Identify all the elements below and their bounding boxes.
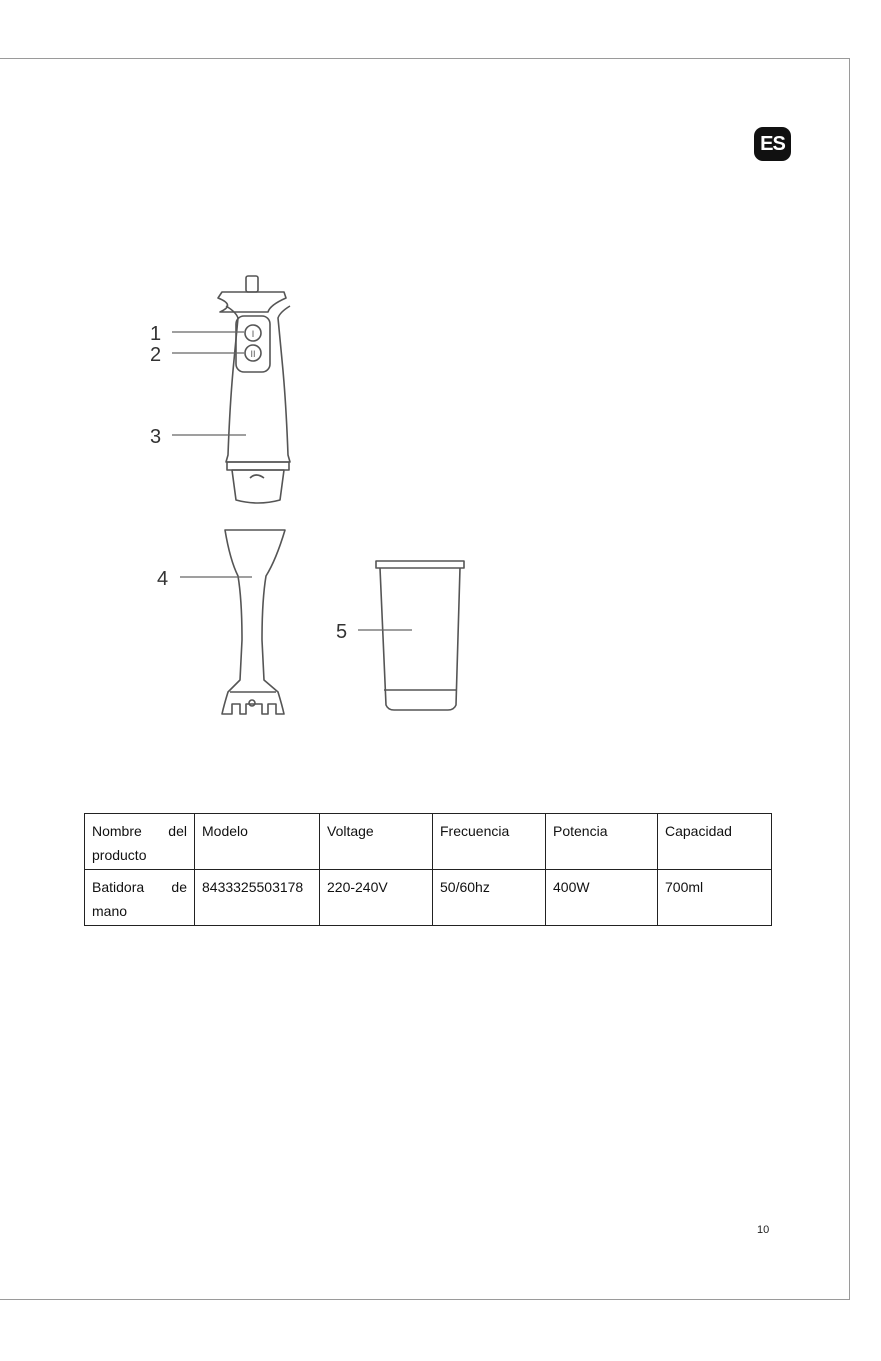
blending-shaft-illustration (222, 530, 285, 714)
header-product-name: Nombre del producto (85, 814, 195, 870)
svg-text:I: I (251, 329, 255, 339)
header-voltage: Voltage (320, 814, 433, 870)
cell-frequency: 50/60hz (433, 870, 546, 926)
table-row (85, 870, 772, 926)
callout-3: 3 (150, 426, 162, 448)
callout-2: 2 (150, 344, 162, 366)
cell-capacity: 700ml (658, 870, 772, 926)
svg-text:II: II (250, 349, 256, 359)
spec-table (84, 813, 772, 926)
cell-power: 400W (546, 870, 658, 926)
table-header-row (85, 814, 772, 870)
callout-5: 5 (336, 621, 348, 643)
cell-product-name: Batidora de mano (85, 870, 195, 926)
beaker-illustration (376, 561, 464, 710)
header-capacity: Capacidad (658, 814, 772, 870)
motor-unit-illustration (218, 276, 290, 503)
callout-1: 1 (150, 323, 162, 345)
cell-model: 8433325503178 (195, 870, 320, 926)
language-badge: ES (754, 127, 791, 161)
header-model: Modelo (195, 814, 320, 870)
header-frequency: Frecuencia (433, 814, 546, 870)
cell-voltage: 220-240V (320, 870, 433, 926)
header-power: Potencia (546, 814, 658, 870)
page-number: 10 (757, 1224, 770, 1236)
callout-4: 4 (157, 568, 169, 590)
